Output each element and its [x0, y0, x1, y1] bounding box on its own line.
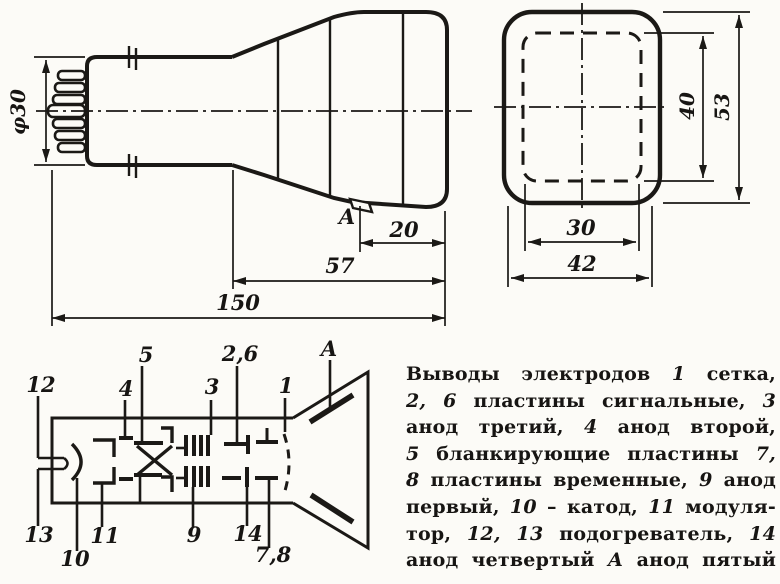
electrode-description — [406, 361, 776, 574]
dim-label-42: 42 — [567, 251, 597, 276]
tube-side-view — [6, 12, 472, 326]
pin — [55, 83, 85, 92]
electrode-schematic — [0, 340, 400, 584]
front-extension-lines — [508, 12, 750, 287]
front-dim-lines — [511, 15, 739, 278]
tube-cone-envelope — [232, 12, 447, 207]
dim-label-30: 30 — [566, 215, 596, 240]
dim-label-40: 40 — [675, 92, 699, 120]
dim-label-diameter: φ30 — [6, 89, 30, 135]
modulator — [93, 440, 114, 483]
pin-label-a: A — [320, 340, 338, 361]
grid-aperture — [284, 434, 289, 494]
pin-label-10: 10 — [60, 546, 90, 571]
break-marks — [129, 46, 136, 178]
text-line: 5 бланкирующие пластины 7, — [406, 442, 776, 465]
fifth-anode-coating — [310, 395, 353, 522]
pin-label-9: 9 — [186, 522, 202, 547]
pin — [53, 119, 85, 128]
pin-label-4: 4 — [118, 376, 134, 401]
pin-label-13: 13 — [24, 522, 54, 547]
anode-grid-bars — [186, 435, 208, 487]
dim-label-57: 57 — [325, 253, 355, 278]
text-line: 2, 6 пластины сигнальные, 3 — [406, 389, 776, 412]
text-line: Выводы электродов 1 сетка, — [406, 363, 776, 385]
anode-tab-label: A — [338, 204, 356, 229]
text-line: тор, 12, 13 подогреватель, 14 — [406, 522, 776, 545]
pin-label-26: 2,6 — [221, 341, 259, 366]
pin-label-78: 7,8 — [254, 542, 292, 567]
pin-label-11: 11 — [90, 523, 120, 548]
cone-seams — [278, 12, 403, 207]
cathode — [72, 444, 81, 480]
pin-label-3: 3 — [204, 374, 220, 399]
tube-front-view — [494, 3, 750, 287]
second-anode — [119, 438, 133, 479]
text-line: первый, 10 – катод, 11 модуля- — [406, 495, 777, 518]
pin-label-1: 1 — [278, 373, 294, 398]
dim-label-53: 53 — [710, 93, 734, 121]
pin-label-14: 14 — [233, 521, 263, 546]
dim-label-150: 150 — [216, 290, 260, 315]
dim-label-20: 20 — [389, 217, 419, 242]
pin — [55, 131, 85, 140]
text-line: анод четвертый А анод пятый — [406, 549, 776, 572]
pin — [53, 95, 85, 104]
pin-label-12: 12 — [26, 372, 56, 397]
pin-label-5: 5 — [138, 342, 154, 367]
text-line: 8 пластины временные, 9 анод — [406, 469, 777, 492]
pin — [58, 71, 85, 80]
text-line: анод третий, 4 анод второй, — [406, 416, 777, 439]
pin — [58, 143, 85, 152]
